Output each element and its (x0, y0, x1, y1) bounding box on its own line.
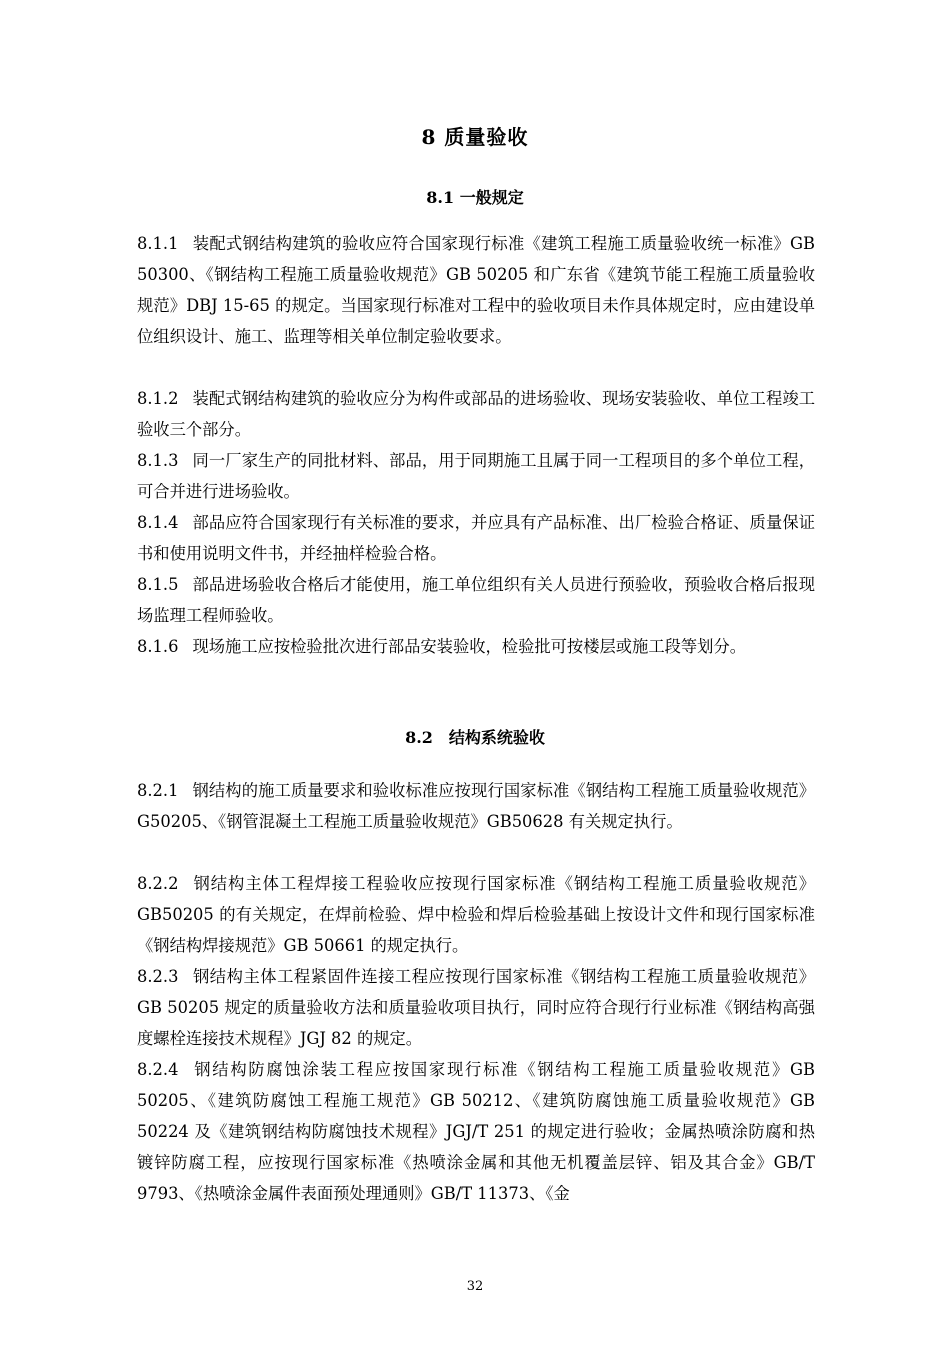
clause-8-1-5 (137, 569, 815, 631)
clause-text: 钢结构的施工质量要求和验收标准应按现行国家标准《钢结构工程施工质量验收规范》G50205、《钢管混凝土工程施工质量验收规范》GB50628 有关规定执行。 (137, 781, 815, 831)
clause-number: 8.2.3 (137, 967, 179, 986)
clause-8-1-4 (137, 507, 815, 569)
section-title-8-1: 8.1 一般规定 (426, 188, 524, 207)
clause-8-1-2 (137, 383, 815, 445)
clause-text: 钢结构主体工程焊接工程验收应按现行国家标准《钢结构工程施工质量验收规范》 GB50205 的有关规定，在焊前检验、焊中检验和焊后检验基础上按设计文件和现行国家标准《钢结构焊接规范》GB 50661 的规定执行。 (137, 874, 815, 955)
section-title-8-2: 8.2 结构系统验收 (405, 728, 545, 747)
clause-number: 8.2.1 (137, 781, 179, 800)
clause-number: 8.1.2 (137, 389, 179, 408)
clause-text: 部品应符合国家现行有关标准的要求，并应具有产品标准、出厂检验合格证、质量保证书和使用说明文件书，并经抽样检验合格。 (137, 513, 815, 563)
clause-text: 现场施工应按检验批次进行部品安装验收，检验批可按楼层或施工段等划分。 (192, 637, 747, 656)
page-number: 32 (466, 1279, 484, 1294)
clause-text: 装配式钢结构建筑的验收应符合国家现行标准《建筑工程施工质量验收统一标准》GB 50300、《钢结构工程施工质量验收规范》GB 50205 和广东省《建筑节能工程施工质量验收规范》DBJ 15-65 的规定。当国家现行标准对工程中的验收项目未作具体规定时，应由建设单位组织设计、施工、监理等相关单位制定验收要求。 (137, 234, 815, 346)
clause-8-1-1 (137, 228, 815, 352)
clause-8-1-3 (137, 445, 815, 507)
clause-text: 装配式钢结构建筑的验收应分为构件或部品的进场验收、现场安装验收、单位工程竣工验收三个部分。 (137, 389, 815, 439)
clause-number: 8.2.4 (137, 1060, 179, 1079)
clause-8-2-4 (137, 1054, 815, 1209)
clause-8-2-2 (137, 868, 815, 961)
clause-number: 8.1.4 (137, 513, 179, 532)
clause-number: 8.1.5 (137, 575, 179, 594)
clause-text: 钢结构主体工程紧固件连接工程应按现行国家标准《钢结构工程施工质量验收规范》 GB 50205 规定的质量验收方法和质量验收项目执行，同时应符合现行行业标准《钢结构高强度螺栓连接技术规程》JGJ 82 的规定。 (137, 967, 815, 1048)
clause-number: 8.2.2 (137, 874, 179, 893)
clause-text: 同一厂家生产的同批材料、部品，用于同期施工且属于同一工程项目的多个单位工程，可合并进行进场验收。 (137, 451, 815, 501)
clause-8-1-6 (137, 631, 815, 662)
clause-text: 钢结构防腐蚀涂装工程应按国家现行标准《钢结构工程施工质量验收规范》GB 50205、《建筑防腐蚀工程施工规范》GB 50212、《建筑防腐蚀施工质量验收规范》GB 50224 及《建筑钢结构防腐蚀技术规程》JGJ/T 251 的规定进行验收；金属热喷涂防腐和热镀锌防腐工程，应按现行国家标准《热喷涂金属和其他无机覆盖层锌、铝及其合金》GB/T 9793、《热喷涂金属件表面预处理通则》GB/T 11373、《金 (137, 1060, 815, 1203)
clause-8-2-1 (137, 775, 815, 837)
chapter-title: 8 质量验收 (421, 125, 529, 149)
clause-number: 8.1.1 (137, 234, 179, 253)
clause-8-2-3 (137, 961, 815, 1054)
clause-text: 部品进场验收合格后才能使用，施工单位组织有关人员进行预验收，预验收合格后报现场监理工程师验收。 (137, 575, 815, 625)
clause-number: 8.1.3 (137, 451, 179, 470)
clause-number: 8.1.6 (137, 637, 179, 656)
